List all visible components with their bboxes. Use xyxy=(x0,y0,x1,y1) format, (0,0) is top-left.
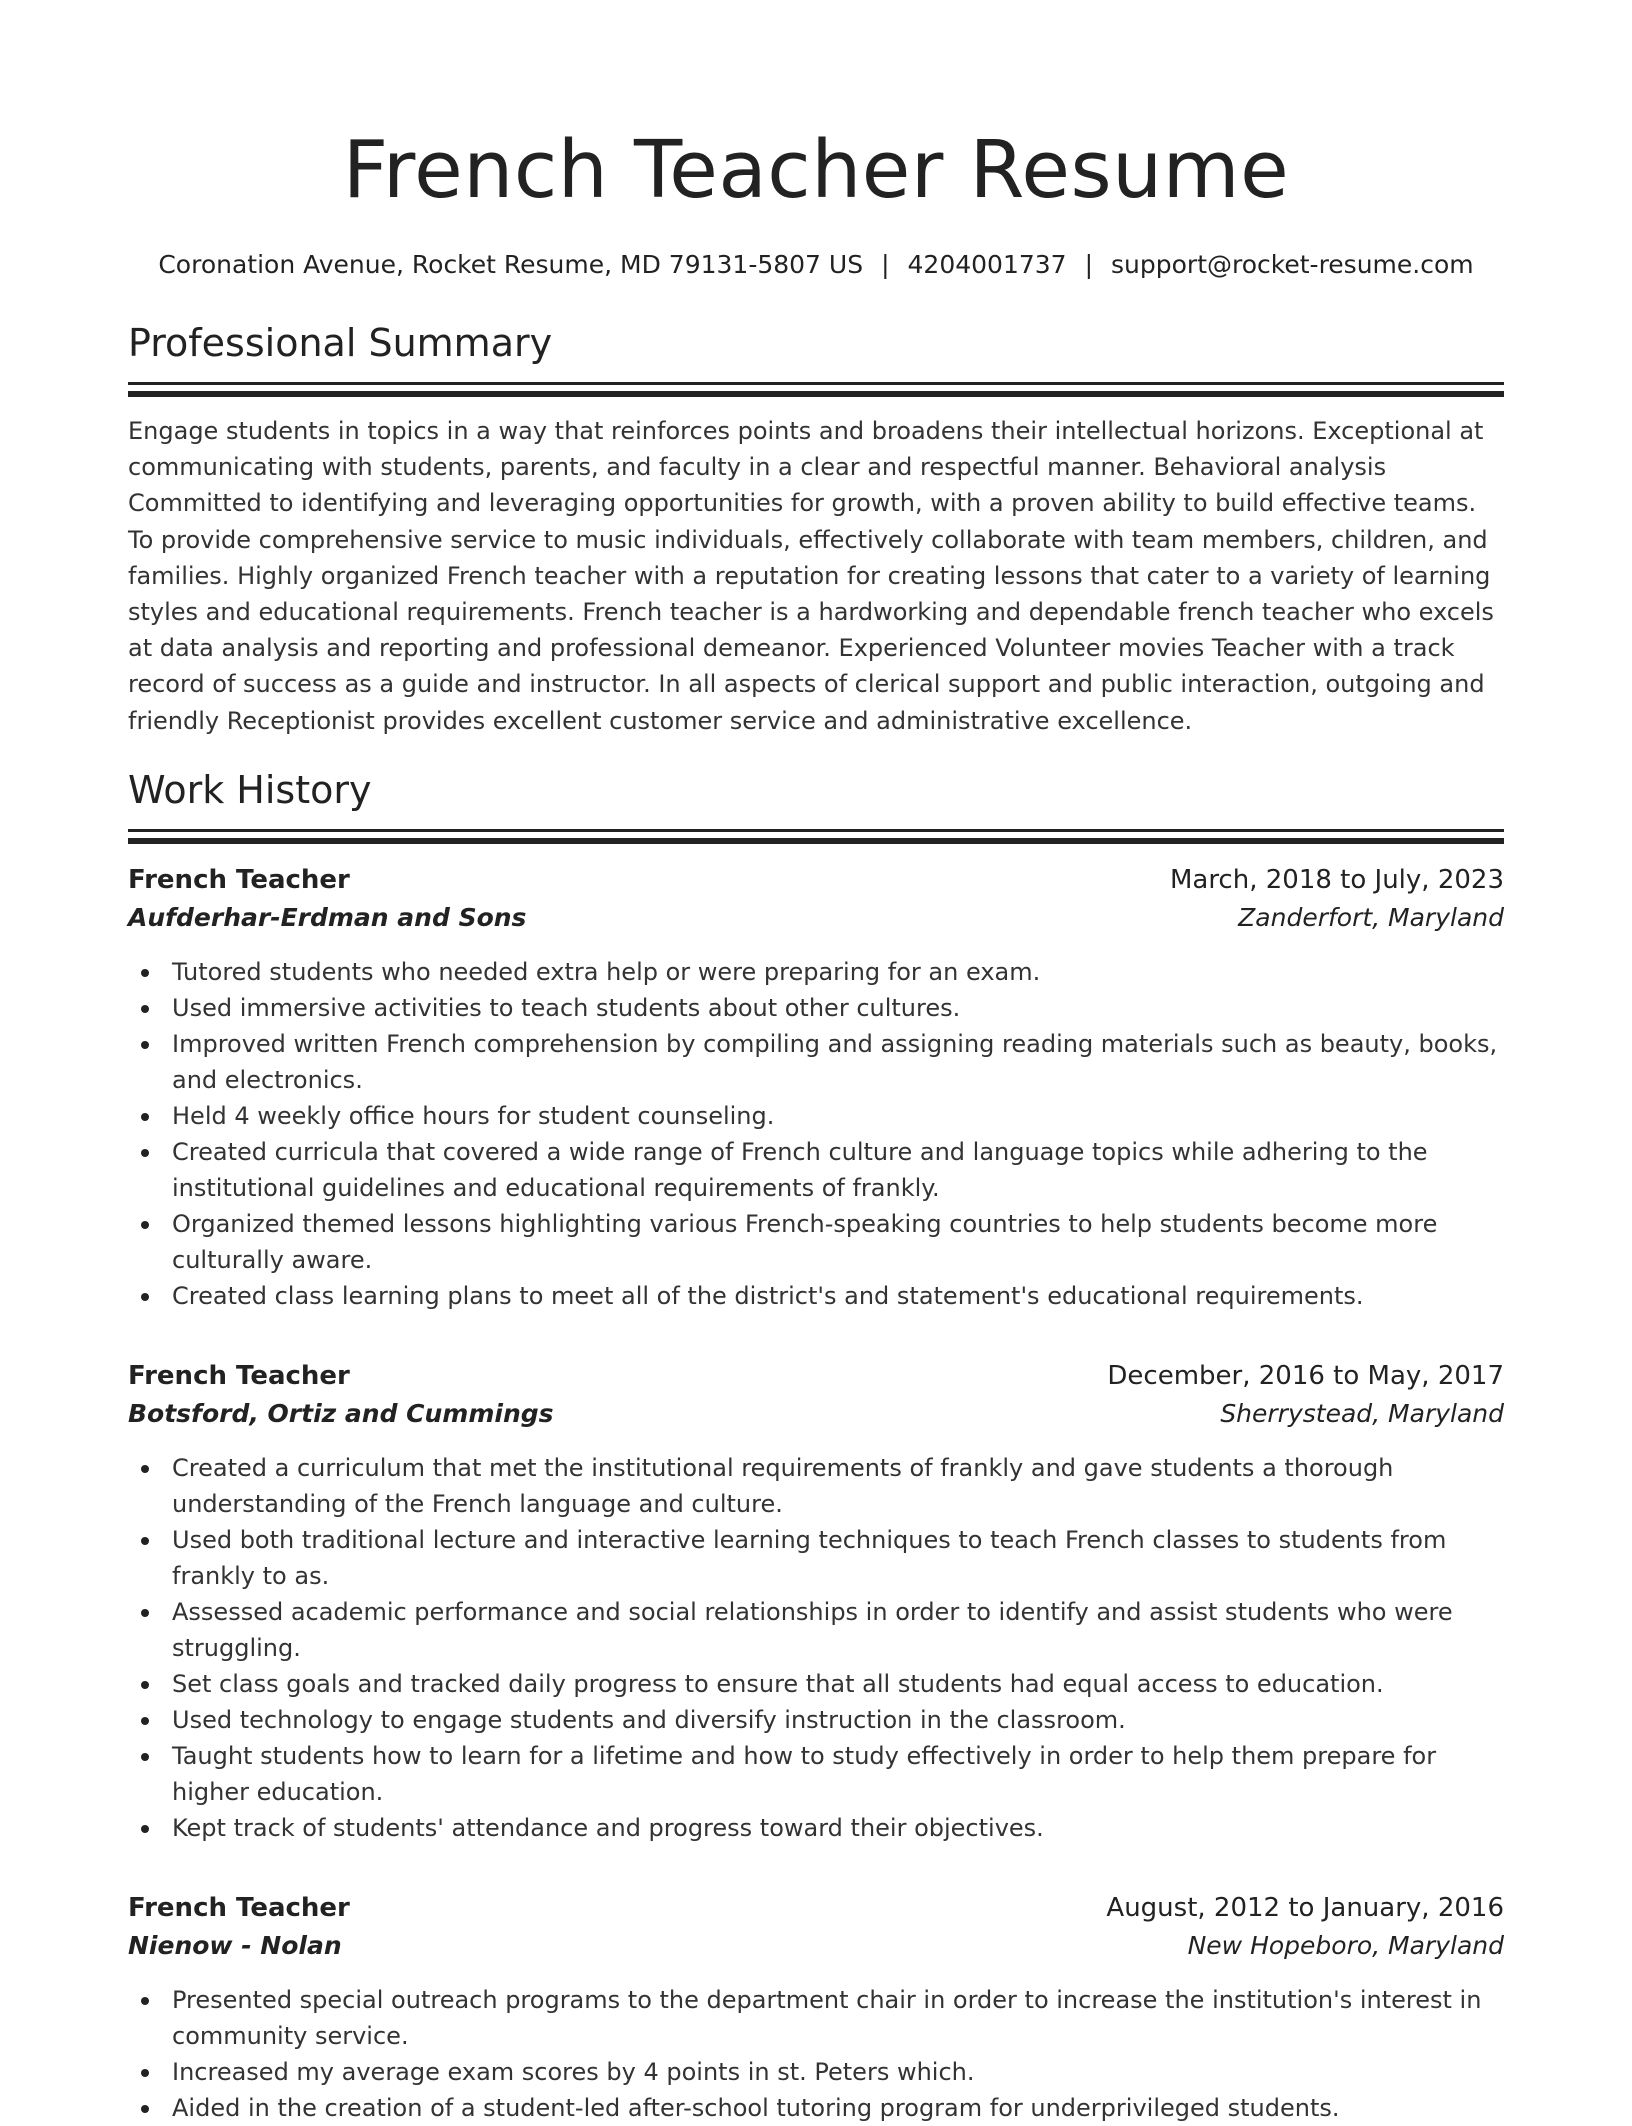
job-title: French Teacher xyxy=(128,1360,350,1391)
contact-phone: 4204001737 xyxy=(907,250,1067,279)
section-divider xyxy=(128,391,1504,397)
job-bullets xyxy=(128,954,1504,1314)
job-location: Zanderfort, Maryland xyxy=(1238,902,1504,932)
job-location: New Hopeboro, Maryland xyxy=(1187,1930,1504,1960)
job-bullet: Created curricula that covered a wide range of French culture and language topics while adhering to the institutional guidelines and educational requirements of frankly. xyxy=(128,1134,1504,1206)
job-bullet: Created a curriculum that met the institutional requirements of frankly and gave students a thorough understanding of the French language and culture. xyxy=(128,1450,1504,1522)
job-bullet: Held 4 weekly office hours for student counseling. xyxy=(128,1098,1504,1134)
contact-separator: | xyxy=(881,250,890,279)
job-bullet: Increased my average exam scores by 4 points in st. Peters which. xyxy=(128,2054,1504,2090)
job-bullet: Organized themed lessons highlighting various French-speaking countries to help students become more culturally aware. xyxy=(128,1206,1504,1278)
job-bullet: Tutored students who needed extra help or were preparing for an exam. xyxy=(128,954,1504,990)
job-company: Nienow - Nolan xyxy=(128,1930,342,1960)
job-dates: March, 2018 to July, 2023 xyxy=(1169,864,1504,895)
job-entry xyxy=(128,1890,1504,2126)
resume-title: French Teacher Resume xyxy=(342,124,1290,216)
job-dates: December, 2016 to May, 2017 xyxy=(1107,1360,1504,1391)
resume-page xyxy=(128,0,1504,2126)
section-heading-summary: Professional Summary xyxy=(128,321,553,365)
job-bullet: Created class learning plans to meet all of the district's and statement's educational requirements. xyxy=(128,1278,1504,1314)
contact-email: support@rocket-resume.com xyxy=(1111,250,1474,279)
job-bullet: Aided in the creation of a student-led after-school tutoring program for underprivileged students. xyxy=(128,2090,1504,2126)
job-bullets xyxy=(128,1982,1504,2126)
job-bullet: Set class goals and tracked daily progress to ensure that all students had equal access to education. xyxy=(128,1666,1504,1702)
professional-summary-section xyxy=(128,318,1504,739)
job-company: Botsford, Ortiz and Cummings xyxy=(128,1398,554,1428)
job-bullet: Used technology to engage students and diversify instruction in the classroom. xyxy=(128,1702,1504,1738)
job-bullet: Presented special outreach programs to the department chair in order to increase the institution's interest in community service. xyxy=(128,1982,1504,2054)
job-bullet: Taught students how to learn for a lifetime and how to study effectively in order to help them prepare for higher education. xyxy=(128,1738,1504,1810)
job-bullet: Used both traditional lecture and interactive learning techniques to teach French classes to students from frankly to as. xyxy=(128,1522,1504,1594)
job-title: French Teacher xyxy=(128,1892,350,1923)
contact-address: Coronation Avenue, Rocket Resume, MD 79131-5807 US xyxy=(158,250,864,279)
contact-line xyxy=(128,248,1504,282)
section-divider xyxy=(128,829,1504,832)
job-entry xyxy=(128,862,1504,1314)
job-bullets xyxy=(128,1450,1504,1846)
job-bullet: Used immersive activities to teach students about other cultures. xyxy=(128,990,1504,1026)
job-bullet: Kept track of students' attendance and progress toward their objectives. xyxy=(128,1810,1504,1846)
work-history-section xyxy=(128,765,1504,2126)
job-dates: August, 2012 to January, 2016 xyxy=(1106,1892,1504,1923)
summary-text: Engage students in topics in a way that reinforces points and broadens their intellectual horizons. Exceptional at communicating with students, parents, and faculty in a clear and respectful manner. Behavioral analysis Committed to identifying and leveraging opportunities for growth, with a proven ability to build effective teams. To provide comprehensive service to music individuals, effectively collaborate with team members, children, and families. Highly organized French teacher with a reputation for creating lessons that cater to a variety of learning styles and educational requirements. French teacher is a hardworking and dependable french teacher who excels at data analysis and reporting and professional demeanor. Experienced Volunteer movies Teacher with a track record of success as a guide and instructor. In all aspects of clerical support and public interaction, outgoing and friendly Receptionist provides excellent customer service and administrative excellence. xyxy=(128,417,1494,735)
job-location: Sherrystead, Maryland xyxy=(1220,1398,1504,1428)
section-divider xyxy=(128,382,1504,385)
job-company: Aufderhar-Erdman and Sons xyxy=(128,902,527,932)
job-bullet: Improved written French comprehension by compiling and assigning reading materials such as beauty, books, and electronics. xyxy=(128,1026,1504,1098)
job-entry xyxy=(128,1358,1504,1846)
section-divider xyxy=(128,838,1504,844)
job-bullet: Assessed academic performance and social relationships in order to identify and assist students who were struggling. xyxy=(128,1594,1504,1666)
job-title: French Teacher xyxy=(128,864,350,895)
section-heading-work: Work History xyxy=(128,767,372,812)
contact-separator: | xyxy=(1084,250,1094,279)
